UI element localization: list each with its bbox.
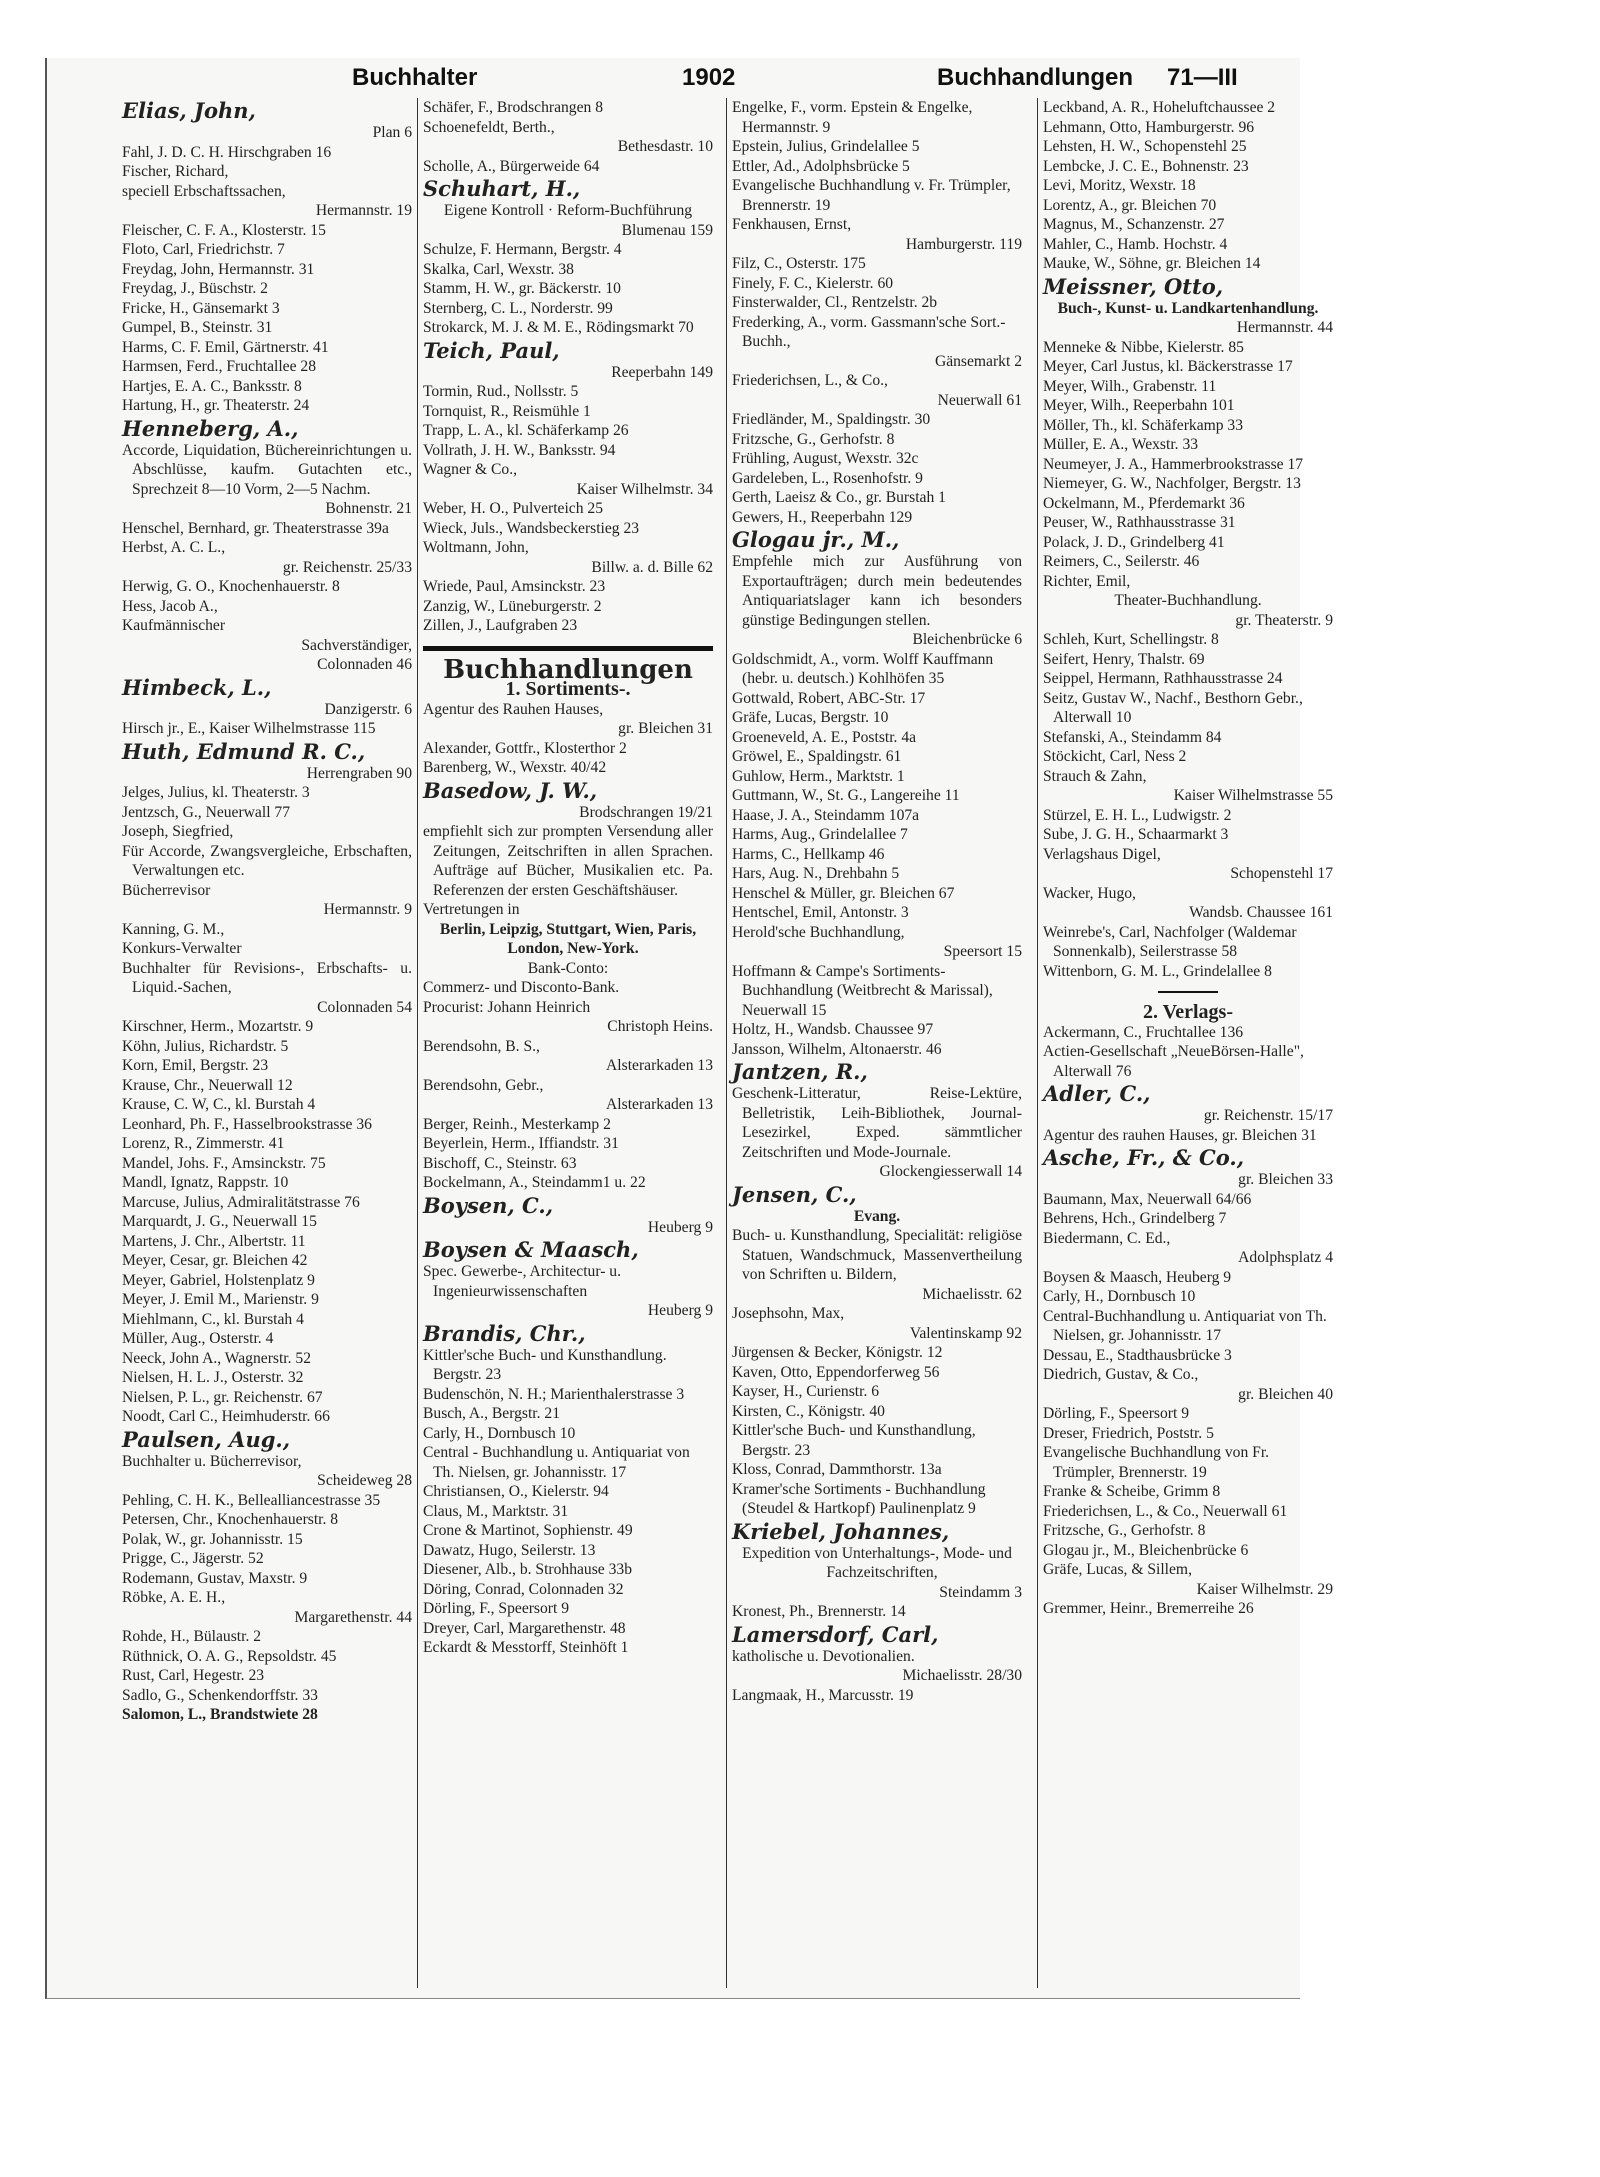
header-page-number: 71—III: [1167, 64, 1238, 91]
directory-entry: Empfehle mich zur Ausführung von Exportaufträgen; durch mein bedeutendes Antiquariatslager kann ich besonders günstige Bedingungen stellen.: [732, 553, 1022, 629]
directory-entry: Meyer, Gabriel, Holstenplatz 9: [122, 1271, 315, 1289]
directory-entry: Friedländer, M., Spaldingstr. 30: [732, 411, 931, 428]
directory-entry: Busch, A., Bergstr. 21: [423, 1405, 561, 1422]
directory-entry: Scheideweg 28: [317, 1472, 412, 1489]
directory-entry: Gräfe, Lucas, Bergstr. 10: [732, 709, 889, 726]
directory-entry: Miehlmann, C., kl. Burstah 4: [122, 1310, 304, 1328]
directory-entry: Commerz- und Disconto-Bank.: [423, 979, 620, 996]
directory-entry: Hamburgerstr. 119: [905, 235, 1022, 253]
directory-entry: Gardeleben, L., Rosenhofstr. 9: [732, 469, 923, 487]
directory-entry: Marcuse, Julius, Admiralitätstrasse 76: [122, 1193, 360, 1211]
directory-entry: Bücherrevisor: [122, 881, 211, 899]
directory-entry: Berendsohn, B. S.,: [423, 1037, 540, 1055]
directory-entry: Meyer, J. Emil M., Marienstr. 9: [122, 1291, 319, 1308]
directory-entry: Müller, E. A., Wexstr. 33: [1043, 436, 1199, 453]
directory-entry: Danzigerstr. 6: [324, 700, 412, 718]
directory-entry: Gänsemarkt 2: [934, 352, 1022, 370]
directory-entry: Hartung, H., gr. Theaterstr. 24: [122, 397, 310, 414]
directory-entry: Bischoff, C., Steinstr. 63: [423, 1154, 577, 1172]
directory-entry-heading: Jensen, C.,: [732, 1181, 857, 1207]
directory-entry: Harms, C. F. Emil, Gärtnerstr. 41: [122, 338, 329, 356]
directory-entry: Meyer, Carl Justus, kl. Bäckerstrasse 17: [1043, 358, 1293, 375]
directory-entry: Billw. a. d. Bille 62: [591, 558, 713, 576]
directory-entry: Speersort 15: [943, 943, 1022, 960]
directory-entry: Prigge, C., Jägerstr. 52: [122, 1550, 264, 1567]
directory-entry: Dörling, F., Speersort 9: [1043, 1405, 1190, 1422]
directory-entry: Glogau jr., M., Bleichenbrücke 6: [1043, 1541, 1249, 1559]
directory-entry: Blumenau 159: [621, 221, 713, 239]
directory-entry: Geschenk-Litteratur, Reise-Lektüre, Belletristik, Leih-Bibliothek, Journal-Lesezirkel, Exped. sämmtlicher Zeitschriften und Mode-Journale.: [732, 1085, 1022, 1161]
directory-entry: Central-Buchhandlung u. Antiquariat von Th. Nielsen, gr. Johannisstr. 17: [1043, 1307, 1327, 1344]
directory-entry: Gewers, H., Reeperbahn 129: [732, 508, 913, 526]
directory-entry: Buch-, Kunst- u. Landkartenhandlung.: [1057, 299, 1319, 317]
directory-entry: Kanning, G. M.,: [122, 920, 225, 938]
directory-entry: Carly, H., Dornbusch 10: [423, 1424, 576, 1442]
directory-entry: Dreser, Friedrich, Poststr. 5: [1043, 1424, 1214, 1442]
directory-entry: Central - Buchhandlung u. Antiquariat von Th. Nielsen, gr. Johannisstr. 17: [423, 1444, 690, 1481]
directory-entry: Frühling, August, Wexstr. 32c: [732, 450, 919, 467]
directory-entry: Fischer, Richard,: [122, 163, 229, 180]
directory-entry: Barenberg, W., Wexstr. 40/42: [423, 759, 607, 776]
directory-entry: Steindamm 3: [939, 1583, 1022, 1601]
directory-entry: Menneke & Nibbe, Kielerstr. 85: [1043, 338, 1244, 356]
section-heading: Buchhandlungen: [443, 654, 693, 685]
directory-entry: Meyer, Wilh., Reeperbahn 101: [1043, 397, 1235, 414]
directory-entry: Budenschön, N. H.; Marienthalerstrasse 3: [423, 1385, 685, 1403]
directory-entry: Goldschmidt, A., vorm. Wolff Kauffmann (hebr. u. deutsch.) Kohlhöfen 35: [732, 650, 994, 687]
directory-entry: Trapp, L. A., kl. Schäferkamp 26: [423, 422, 629, 439]
directory-entry: Neumeyer, J. A., Hammerbrookstrasse 17: [1043, 455, 1304, 473]
section-heading: 2. Verlags-: [1143, 1001, 1233, 1023]
directory-entry: Dörling, F., Speersort 9: [423, 1600, 570, 1617]
directory-entry: Henschel & Müller, gr. Bleichen 67: [732, 884, 955, 902]
directory-entry: Zanzig, W., Lüneburgerstr. 2: [423, 597, 602, 615]
directory-entry: Kaufmännischer: [122, 617, 226, 634]
directory-entry: Gröwel, E., Spaldingstr. 61: [732, 748, 902, 765]
directory-entry: Behrens, Hch., Grindelberg 7: [1043, 1210, 1227, 1227]
directory-entry: Wandsb. Chaussee 161: [1189, 904, 1333, 921]
directory-entry: Evangelische Buchhandlung von Fr. Trümpler, Brennerstr. 19: [1043, 1444, 1270, 1481]
directory-entry: Hars, Aug. N., Drehbahn 5: [732, 865, 900, 882]
directory-entry: Kronest, Ph., Brennerstr. 14: [732, 1603, 906, 1620]
directory-entry: Strauch & Zahn,: [1043, 767, 1147, 785]
directory-entry: Freydag, J., Büschstr. 2: [122, 280, 268, 297]
directory-entry: Wagner & Co.,: [423, 461, 518, 478]
directory-entry: Nielsen, H. L. J., Osterstr. 32: [122, 1369, 304, 1386]
directory-entry: Alsterarkaden 13: [606, 1096, 713, 1113]
directory-entry: Dreyer, Carl, Margarethenstr. 48: [423, 1619, 626, 1637]
directory-entry: Jansson, Wilhelm, Altonaerstr. 46: [732, 1040, 942, 1058]
directory-entry: Evang.: [853, 1207, 901, 1225]
directory-entry: Lehsten, H. W., Schopenstehl 25: [1043, 138, 1247, 155]
directory-entry: Seippel, Hermann, Rathhausstrasse 24: [1043, 670, 1283, 687]
directory-entry: Reeperbahn 149: [611, 363, 713, 381]
directory-entry: Bethesdastr. 10: [617, 138, 713, 155]
directory-entry: Dessau, E., Stadthausbrücke 3: [1043, 1346, 1232, 1364]
directory-entry: Tormin, Rud., Nollsstr. 5: [423, 383, 579, 400]
directory-entry: Scholle, A., Bürgerweide 64: [423, 157, 600, 175]
directory-entry: Wriede, Paul, Amsinckstr. 23: [423, 578, 606, 595]
directory-entry: Möller, Th., kl. Schäferkamp 33: [1043, 416, 1244, 434]
directory-entry: Schäfer, F., Brodschrangen 8: [423, 99, 604, 116]
directory-entry: Noodt, Carl C., Heimhuderstr. 66: [122, 1408, 330, 1425]
directory-entry: Kittler'sche Buch- und Kunsthandlung. Bergstr. 23: [423, 1346, 667, 1383]
directory-entry-heading: Boysen & Maasch,: [423, 1237, 639, 1262]
directory-entry: Accorde, Liquidation, Büchereinrichtungen u. Abschlüsse, kaufm. Gutachten etc., Sprechzeit 8—10 Vorm, 2—5 Nachm.: [122, 441, 412, 498]
directory-entry: Gottwald, Robert, ABC-Str. 17: [732, 689, 926, 707]
directory-entry: Sachverständiger,: [301, 636, 412, 654]
directory-entry: Bockelmann, A., Steindamm1 u. 22: [423, 1174, 646, 1191]
directory-entry: Meyer, Wilh., Grabenstr. 11: [1043, 377, 1217, 395]
directory-entry: Wittenborn, G. M. L., Grindelallee 8: [1043, 962, 1272, 980]
directory-entry: Michaelisstr. 28/30: [902, 1667, 1022, 1684]
directory-entry: Sube, J. G. H., Schaarmarkt 3: [1043, 826, 1229, 843]
directory-entry: Levi, Moritz, Wexstr. 18: [1043, 177, 1196, 194]
directory-entry: Lehmann, Otto, Hamburgerstr. 96: [1043, 118, 1255, 136]
directory-entry: Berger, Reinh., Mesterkamp 2: [423, 1115, 611, 1133]
directory-entry: Henschel, Bernhard, gr. Theaterstrasse 39a: [122, 519, 389, 537]
directory-entry: Gremmer, Heinr., Bremerreihe 26: [1043, 1600, 1254, 1617]
column-1: [122, 98, 412, 1988]
directory-entry: Rust, Carl, Hegestr. 23: [122, 1667, 265, 1684]
directory-entry: Josephsohn, Max,: [732, 1305, 845, 1322]
directory-entry: Kaiser Wilhelmstr. 34: [576, 480, 713, 498]
directory-entry: Stamm, H. W., gr. Bäckerstr. 10: [423, 280, 621, 297]
directory-entry-heading: Jantzen, R.,: [732, 1059, 868, 1084]
directory-entry: Martens, J. Chr., Albertstr. 11: [122, 1232, 306, 1250]
directory-entry: Biedermann, C. Ed.,: [1043, 1229, 1171, 1247]
directory-entry: Fritzsche, G., Gerhofstr. 8: [732, 430, 895, 448]
directory-entry: Buchhalter u. Bücherrevisor,: [122, 1452, 302, 1470]
directory-entry: Lembcke, J. C. E., Bohnenstr. 23: [1043, 157, 1249, 175]
directory-entry: Kirschner, Herm., Mozartstr. 9: [122, 1018, 314, 1035]
directory-entry: Für Accorde, Zwangsvergleiche, Erbschaften, Verwaltungen etc.: [122, 842, 412, 879]
directory-entry: Meyer, Cesar, gr. Bleichen 42: [122, 1252, 308, 1269]
directory-entry: Kramer'sche Sortiments - Buchhandlung (Steudel & Hartkopf) Paulinenplatz 9: [732, 1480, 986, 1517]
directory-entry: Crone & Martinot, Sophienstr. 49: [423, 1522, 633, 1539]
directory-entry: Leonhard, Ph. F., Hasselbrookstrasse 36: [122, 1115, 372, 1133]
directory-entry: Valentinskamp 92: [909, 1324, 1022, 1342]
directory-entry: Heuberg 9: [647, 1218, 713, 1236]
directory-entry: Kirsten, C., Königstr. 40: [732, 1402, 885, 1420]
page-header: [47, 58, 1300, 96]
column-divider: [417, 98, 418, 1988]
directory-entry: Krause, Chr., Neuerwall 12: [122, 1076, 293, 1094]
directory-entry: Hermannstr. 19: [315, 202, 412, 219]
directory-entry: Herwig, G. O., Knochenhauerstr. 8: [122, 578, 340, 595]
directory-entry: Bleichenbrücke 6: [912, 631, 1022, 648]
directory-entry: Kloss, Conrad, Dammthorstr. 13a: [732, 1461, 942, 1478]
directory-entry: Polack, J. D., Grindelberg 41: [1043, 533, 1225, 551]
directory-entry: Colonnaden 46: [317, 656, 412, 673]
directory-entry: Hermannstr. 9: [323, 901, 412, 918]
directory-entry: Haase, J. A., Steindamm 107a: [732, 806, 920, 824]
directory-entry: Schopenstehl 17: [1230, 865, 1333, 882]
directory-entry: Langmaak, H., Marcusstr. 19: [732, 1686, 914, 1704]
columns: [117, 98, 1333, 1988]
directory-entry: Strokarck, M. J. & M. E., Rödingsmarkt 70: [423, 319, 694, 336]
directory-entry: Guhlow, Herm., Marktstr. 1: [732, 767, 905, 785]
directory-entry: Lorentz, A., gr. Bleichen 70: [1043, 196, 1217, 214]
section-heading: 1. Sortiments-.: [505, 678, 631, 700]
directory-entry: Mandel, Johs. F., Amsinckstr. 75: [122, 1154, 326, 1172]
directory-entry: Woltmann, John,: [423, 539, 529, 556]
directory-entry-heading: Himbeck, L.,: [122, 674, 272, 700]
directory-entry: Epstein, Julius, Grindelallee 5: [732, 138, 920, 155]
directory-entry: Gumpel, B., Steinstr. 31: [122, 319, 273, 336]
header-year: 1902: [682, 64, 736, 91]
directory-entry: Sternberg, C. L., Norderstr. 99: [423, 299, 613, 317]
directory-entry: Christiansen, O., Kielerstr. 94: [423, 1483, 609, 1500]
directory-entry: Freydag, John, Hermannstr. 31: [122, 260, 315, 278]
directory-entry-heading: Asche, Fr., & Co.,: [1043, 1145, 1245, 1170]
directory-entry-heading: Paulsen, Aug.,: [122, 1426, 291, 1452]
directory-entry: Agentur des rauhen Hauses, gr. Bleichen 31: [1043, 1126, 1317, 1144]
directory-entry: Nielsen, P. L., gr. Reichenstr. 67: [122, 1388, 323, 1406]
directory-entry-heading: Basedow, J. W.,: [423, 777, 598, 803]
directory-entry: Seitz, Gustav W., Nachf., Besthorn Gebr., Alterwall 10: [1043, 689, 1303, 726]
directory-entry: Verlagshaus Digel,: [1043, 845, 1161, 863]
column-divider: [726, 98, 727, 1988]
directory-entry: katholische u. Devotionalien.: [732, 1647, 915, 1665]
directory-entry: Vollrath, J. H. W., Banksstr. 94: [423, 441, 616, 459]
directory-entry: Kaiser Wilhelmstrasse 55: [1173, 787, 1333, 804]
directory-entry: Jürgensen & Becker, Königstr. 12: [732, 1344, 943, 1361]
directory-entry: Alexander, Gottfr., Klosterthor 2: [423, 739, 627, 757]
directory-entry: Fleischer, C. F. A., Klosterstr. 15: [122, 221, 326, 239]
directory-entry-heading: Huth, Edmund R. C.,: [122, 738, 366, 764]
directory-entry: Konkurs-Verwalter: [122, 940, 242, 957]
directory-entry: Actien-Gesellschaft „NeueBörsen-Halle", Alterwall 76: [1043, 1043, 1304, 1080]
directory-page: [45, 58, 1333, 1999]
directory-entry: Hentschel, Emil, Antonstr. 3: [732, 904, 909, 921]
directory-entry: Beyerlein, Herm., Iffiandstr. 31: [423, 1135, 619, 1152]
directory-entry: Joseph, Siegfried,: [122, 823, 234, 840]
directory-entry: Glockengiesserwall 14: [879, 1163, 1022, 1180]
directory-entry: Christoph Heins.: [607, 1018, 713, 1035]
directory-entry: Pehling, C. H. K., Bellealliancestrasse 35: [122, 1491, 381, 1509]
directory-entry-heading: Boysen, C.,: [423, 1192, 553, 1218]
directory-entry: Salomon, L., Brandstwiete 28: [122, 1706, 318, 1723]
directory-entry: Peuser, W., Rathhausstrasse 31: [1043, 514, 1236, 531]
directory-entry-heading: Adler, C.,: [1043, 1081, 1151, 1106]
directory-entry: Röbke, A. E. H.,: [122, 1589, 226, 1606]
directory-entry: Vertretungen in: [423, 901, 520, 918]
column-2: [423, 98, 713, 1988]
directory-entry-heading: Lamersdorf, Carl,: [732, 1621, 939, 1647]
directory-entry: gr. Bleichen 31: [618, 720, 713, 737]
directory-entry: Schleh, Kurt, Schellingstr. 8: [1043, 631, 1219, 648]
directory-entry: Weinrebe's, Carl, Nachfolger (Waldemar Sonnenkalb), Seilerstrasse 58: [1043, 923, 1297, 960]
directory-entry: Heuberg 9: [647, 1302, 713, 1319]
directory-entry: Franke & Scheibe, Grimm 8: [1043, 1483, 1221, 1500]
directory-entry: empfiehlt sich zur prompten Versendung aller Zeitungen, Zeitschriften in allen Sprachen. Aufträge auf Bücher, Musikalien etc. Pa. Referenzen der ersten Geschäftshäuser.: [423, 823, 713, 899]
directory-entry: Fenkhausen, Ernst,: [732, 216, 852, 233]
directory-entry: Hirsch jr., E., Kaiser Wilhelmstrasse 115: [122, 720, 376, 737]
directory-entry: Mauke, W., Söhne, gr. Bleichen 14: [1043, 255, 1261, 272]
section-rule: [423, 646, 713, 651]
directory-entry: Petersen, Chr., Knochenhauerstr. 8: [122, 1511, 339, 1528]
directory-entry: Agentur des Rauhen Hauses,: [423, 700, 604, 718]
column-divider: [1037, 98, 1038, 1988]
directory-entry: speciell Erbschaftssachen,: [122, 182, 286, 200]
directory-entry: Weber, H. O., Pulverteich 25: [423, 500, 603, 517]
directory-entry: Stöckicht, Carl, Ness 2: [1043, 748, 1187, 765]
directory-entry: Bank-Conto:: [527, 959, 609, 977]
directory-entry: Buchhalter für Revisions-, Erbschafts- u. Liquid.-Sachen,: [122, 959, 412, 996]
directory-entry: Harms, Aug., Grindelallee 7: [732, 826, 908, 843]
directory-entry: Harmsen, Ferd., Fruchtallee 28: [122, 358, 317, 375]
directory-entry: gr. Bleichen 40: [1238, 1385, 1333, 1403]
directory-entry: Mahler, C., Hamb. Hochstr. 4: [1043, 235, 1228, 253]
directory-entry: Krause, C. W, C., kl. Burstah 4: [122, 1096, 316, 1113]
directory-entry: Friederichsen, L., & Co.,: [732, 372, 888, 389]
directory-entry: Stürzel, E. H. L., Ludwigstr. 2: [1043, 806, 1232, 824]
directory-entry: Adolphsplatz 4: [1238, 1249, 1333, 1266]
directory-entry: Colonnaden 54: [317, 998, 412, 1016]
directory-entry: Holtz, H., Wandsb. Chaussee 97: [732, 1021, 934, 1038]
directory-entry: Frederking, A., vorm. Gassmann'sche Sort.-Buchh.,: [732, 313, 1006, 350]
directory-entry: Hess, Jacob A.,: [122, 597, 218, 615]
directory-entry: Groeneveld, A. E., Poststr. 4a: [732, 728, 917, 746]
directory-entry: Ackermann, C., Fruchtallee 136: [1043, 1023, 1244, 1041]
directory-entry: Dawatz, Hugo, Seilerstr. 13: [423, 1541, 596, 1559]
directory-entry: Skalka, Carl, Wexstr. 38: [423, 260, 574, 278]
directory-entry: Floto, Carl, Friedrichstr. 7: [122, 241, 285, 258]
directory-entry-heading: Teich, Paul,: [423, 337, 560, 363]
directory-entry: Bohnenstr. 21: [325, 500, 412, 517]
directory-entry: Magnus, M., Schanzenstr. 27: [1043, 216, 1225, 233]
header-right-title: Buchhandlungen: [937, 64, 1133, 91]
directory-entry: Polak, W., gr. Johannisstr. 15: [122, 1530, 303, 1548]
directory-entry-heading: Schuhart, H.,: [423, 176, 581, 201]
column-4: [1043, 98, 1333, 1988]
column-3: [732, 98, 1022, 1988]
directory-entry: Niemeyer, G. W., Nachfolger, Bergstr. 13: [1043, 475, 1301, 492]
directory-entry: Kittler'sche Buch- und Kunsthandlung, Bergstr. 23: [732, 1422, 976, 1459]
directory-entry: Engelke, F., vorm. Epstein & Engelke, Hermannstr. 9: [732, 99, 973, 136]
directory-entry: Ockelmann, M., Pferdemarkt 36: [1043, 494, 1245, 512]
directory-entry-heading: Kriebel, Johannes,: [732, 1518, 950, 1544]
directory-entry-heading: Glogau jr., M.,: [732, 527, 900, 552]
directory-entry-heading: Elias, John,: [122, 98, 256, 123]
directory-entry: Eckardt & Messtorff, Steinhöft 1: [423, 1639, 629, 1656]
directory-entry: Rodemann, Gustav, Maxstr. 9: [122, 1569, 308, 1587]
directory-entry: Richter, Emil,: [1043, 572, 1131, 590]
directory-entry: Guttmann, W., St. G., Langereihe 11: [732, 787, 960, 804]
directory-entry: Korn, Emil, Bergstr. 23: [122, 1057, 269, 1074]
directory-entry: Hermannstr. 44: [1236, 319, 1333, 336]
directory-entry: Wieck, Juls., Wandsbeckerstieg 23: [423, 519, 640, 537]
directory-entry: Leckband, A. R., Hoheluftchaussee 2: [1043, 99, 1276, 116]
directory-entry: Fricke, H., Gänsemarkt 3: [122, 299, 280, 317]
directory-entry: Zillen, J., Laufgraben 23: [423, 617, 578, 634]
directory-entry: Alsterarkaden 13: [606, 1057, 713, 1074]
directory-entry: Hartjes, E. A. C., Banksstr. 8: [122, 377, 302, 395]
directory-entry: Kaven, Otto, Eppendorferweg 56: [732, 1363, 940, 1381]
directory-entry: Gerth, Laeisz & Co., gr. Burstah 1: [732, 489, 946, 506]
directory-entry-heading: Brandis, Chr.,: [423, 1320, 586, 1346]
directory-entry: Michaelisstr. 62: [922, 1285, 1022, 1303]
directory-entry: Herrengraben 90: [306, 764, 412, 782]
header-left-title: Buchhalter: [352, 64, 478, 91]
directory-entry: gr. Theaterstr. 9: [1235, 611, 1333, 629]
directory-entry: Herbst, A. C. L.,: [122, 539, 226, 556]
directory-entry: Procurist: Johann Heinrich: [423, 998, 591, 1016]
directory-entry: Lorenz, R., Zimmerstr. 41: [122, 1135, 285, 1152]
directory-entry: Theater-Buchhandlung.: [1114, 592, 1262, 609]
directory-entry: Expedition von Unterhaltungs-, Mode- und Fachzeitschriften,: [742, 1544, 1012, 1581]
directory-entry: Baumann, Max, Neuerwall 64/66: [1043, 1190, 1252, 1208]
directory-entry: Jelges, Julius, kl. Theaterstr. 3: [122, 784, 310, 801]
directory-entry: Döring, Conrad, Colonnaden 32: [423, 1580, 624, 1598]
directory-entry: Sadlo, G., Schenkendorffstr. 33: [122, 1686, 318, 1704]
directory-entry: Hoffmann & Campe's Sortiments-Buchhandlung (Weitbrecht & Marissal), Neuerwall 15: [732, 962, 993, 1019]
directory-entry: Marquardt, J. G., Neuerwall 15: [122, 1213, 317, 1230]
directory-entry-heading: Henneberg, A.,: [122, 415, 299, 441]
directory-entry: Ettler, Ad., Adolphsbrücke 5: [732, 157, 910, 175]
directory-entry: Seifert, Henry, Thalstr. 69: [1043, 650, 1205, 668]
directory-entry: Kayser, H., Curienstr. 6: [732, 1383, 880, 1400]
directory-entry: Wacker, Hugo,: [1043, 884, 1136, 902]
directory-entry: Köhn, Julius, Richardstr. 5: [122, 1037, 289, 1055]
directory-entry: Finsterwalder, Cl., Rentzelstr. 2b: [732, 294, 938, 311]
directory-entry: Fritzsche, G., Gerhofstr. 8: [1043, 1522, 1206, 1539]
section-rule: [1158, 991, 1218, 993]
directory-entry: Claus, M., Marktstr. 31: [423, 1502, 569, 1520]
directory-entry: Rohde, H., Bülaustr. 2: [122, 1628, 262, 1645]
directory-entry: Finely, F. C., Kielerstr. 60: [732, 274, 894, 292]
directory-entry: Evangelische Buchhandlung v. Fr. Trümpler, Brennerstr. 19: [732, 177, 1011, 214]
directory-entry: Diesener, Alb., b. Strohhause 33b: [423, 1561, 632, 1578]
directory-entry: gr. Reichenstr. 25/33: [282, 558, 412, 576]
directory-entry: Berlin, Leipzig, Stuttgart, Wien, Paris, London, New-York.: [439, 920, 697, 957]
directory-entry: Buch- u. Kunsthandlung, Specialität: religiöse Statuen, Wandschmuck, Massenvertheilung von Schriften u. Bildern,: [732, 1227, 1022, 1283]
directory-entry: Tornquist, R., Reismühle 1: [423, 402, 591, 420]
directory-entry: Schulze, F. Hermann, Bergstr. 4: [423, 241, 622, 258]
directory-entry: Jentzsch, G., Neuerwall 77: [122, 803, 291, 821]
directory-entry: Neuerwall 61: [937, 391, 1022, 409]
directory-entry: Boysen & Maasch, Heuberg 9: [1043, 1268, 1232, 1286]
directory-entry: Spec. Gewerbe-, Architectur- u. Ingenieurwissenschaften: [423, 1263, 621, 1300]
directory-entry: Margarethenstr. 44: [294, 1608, 412, 1626]
directory-entry: Berendsohn, Gebr.,: [423, 1076, 544, 1094]
directory-entry: Eigene Kontroll · Reform-Buchführung: [443, 202, 693, 219]
directory-entry: Diedrich, Gustav, & Co.,: [1043, 1366, 1199, 1383]
directory-entry: gr. Bleichen 33: [1238, 1171, 1333, 1188]
directory-entry: Carly, H., Dornbusch 10: [1043, 1288, 1196, 1305]
directory-entry: Gräfe, Lucas, & Sillem,: [1043, 1561, 1192, 1578]
directory-entry: Friederichsen, L., & Co., Neuerwall 61: [1043, 1502, 1288, 1520]
directory-entry: Neeck, John A., Wagnerstr. 52: [122, 1349, 312, 1367]
directory-entry: Reimers, C., Seilerstr. 46: [1043, 553, 1200, 570]
directory-entry-heading: Meissner, Otto,: [1043, 273, 1224, 299]
directory-entry: Fahl, J. D. C. H. Hirschgraben 16: [122, 143, 332, 161]
directory-entry: Müller, Aug., Osterstr. 4: [122, 1330, 274, 1347]
directory-entry: Filz, C., Osterstr. 175: [732, 255, 866, 272]
directory-entry: Stefanski, A., Steindamm 84: [1043, 728, 1222, 746]
directory-entry: Rüthnick, O. A. G., Repsoldstr. 45: [122, 1647, 337, 1665]
directory-entry: Mandl, Ignatz, Rappstr. 10: [122, 1174, 289, 1191]
directory-entry: gr. Reichenstr. 15/17: [1203, 1107, 1333, 1124]
directory-entry: Herold'sche Buchhandlung,: [732, 923, 905, 941]
directory-entry: Plan 6: [372, 124, 412, 141]
directory-entry: Kaiser Wilhelmstr. 29: [1196, 1580, 1333, 1598]
directory-entry: Schoenefeldt, Berth.,: [423, 118, 555, 136]
directory-entry: Harms, C., Hellkamp 46: [732, 845, 885, 863]
directory-entry: Brodschrangen 19/21: [579, 803, 713, 821]
